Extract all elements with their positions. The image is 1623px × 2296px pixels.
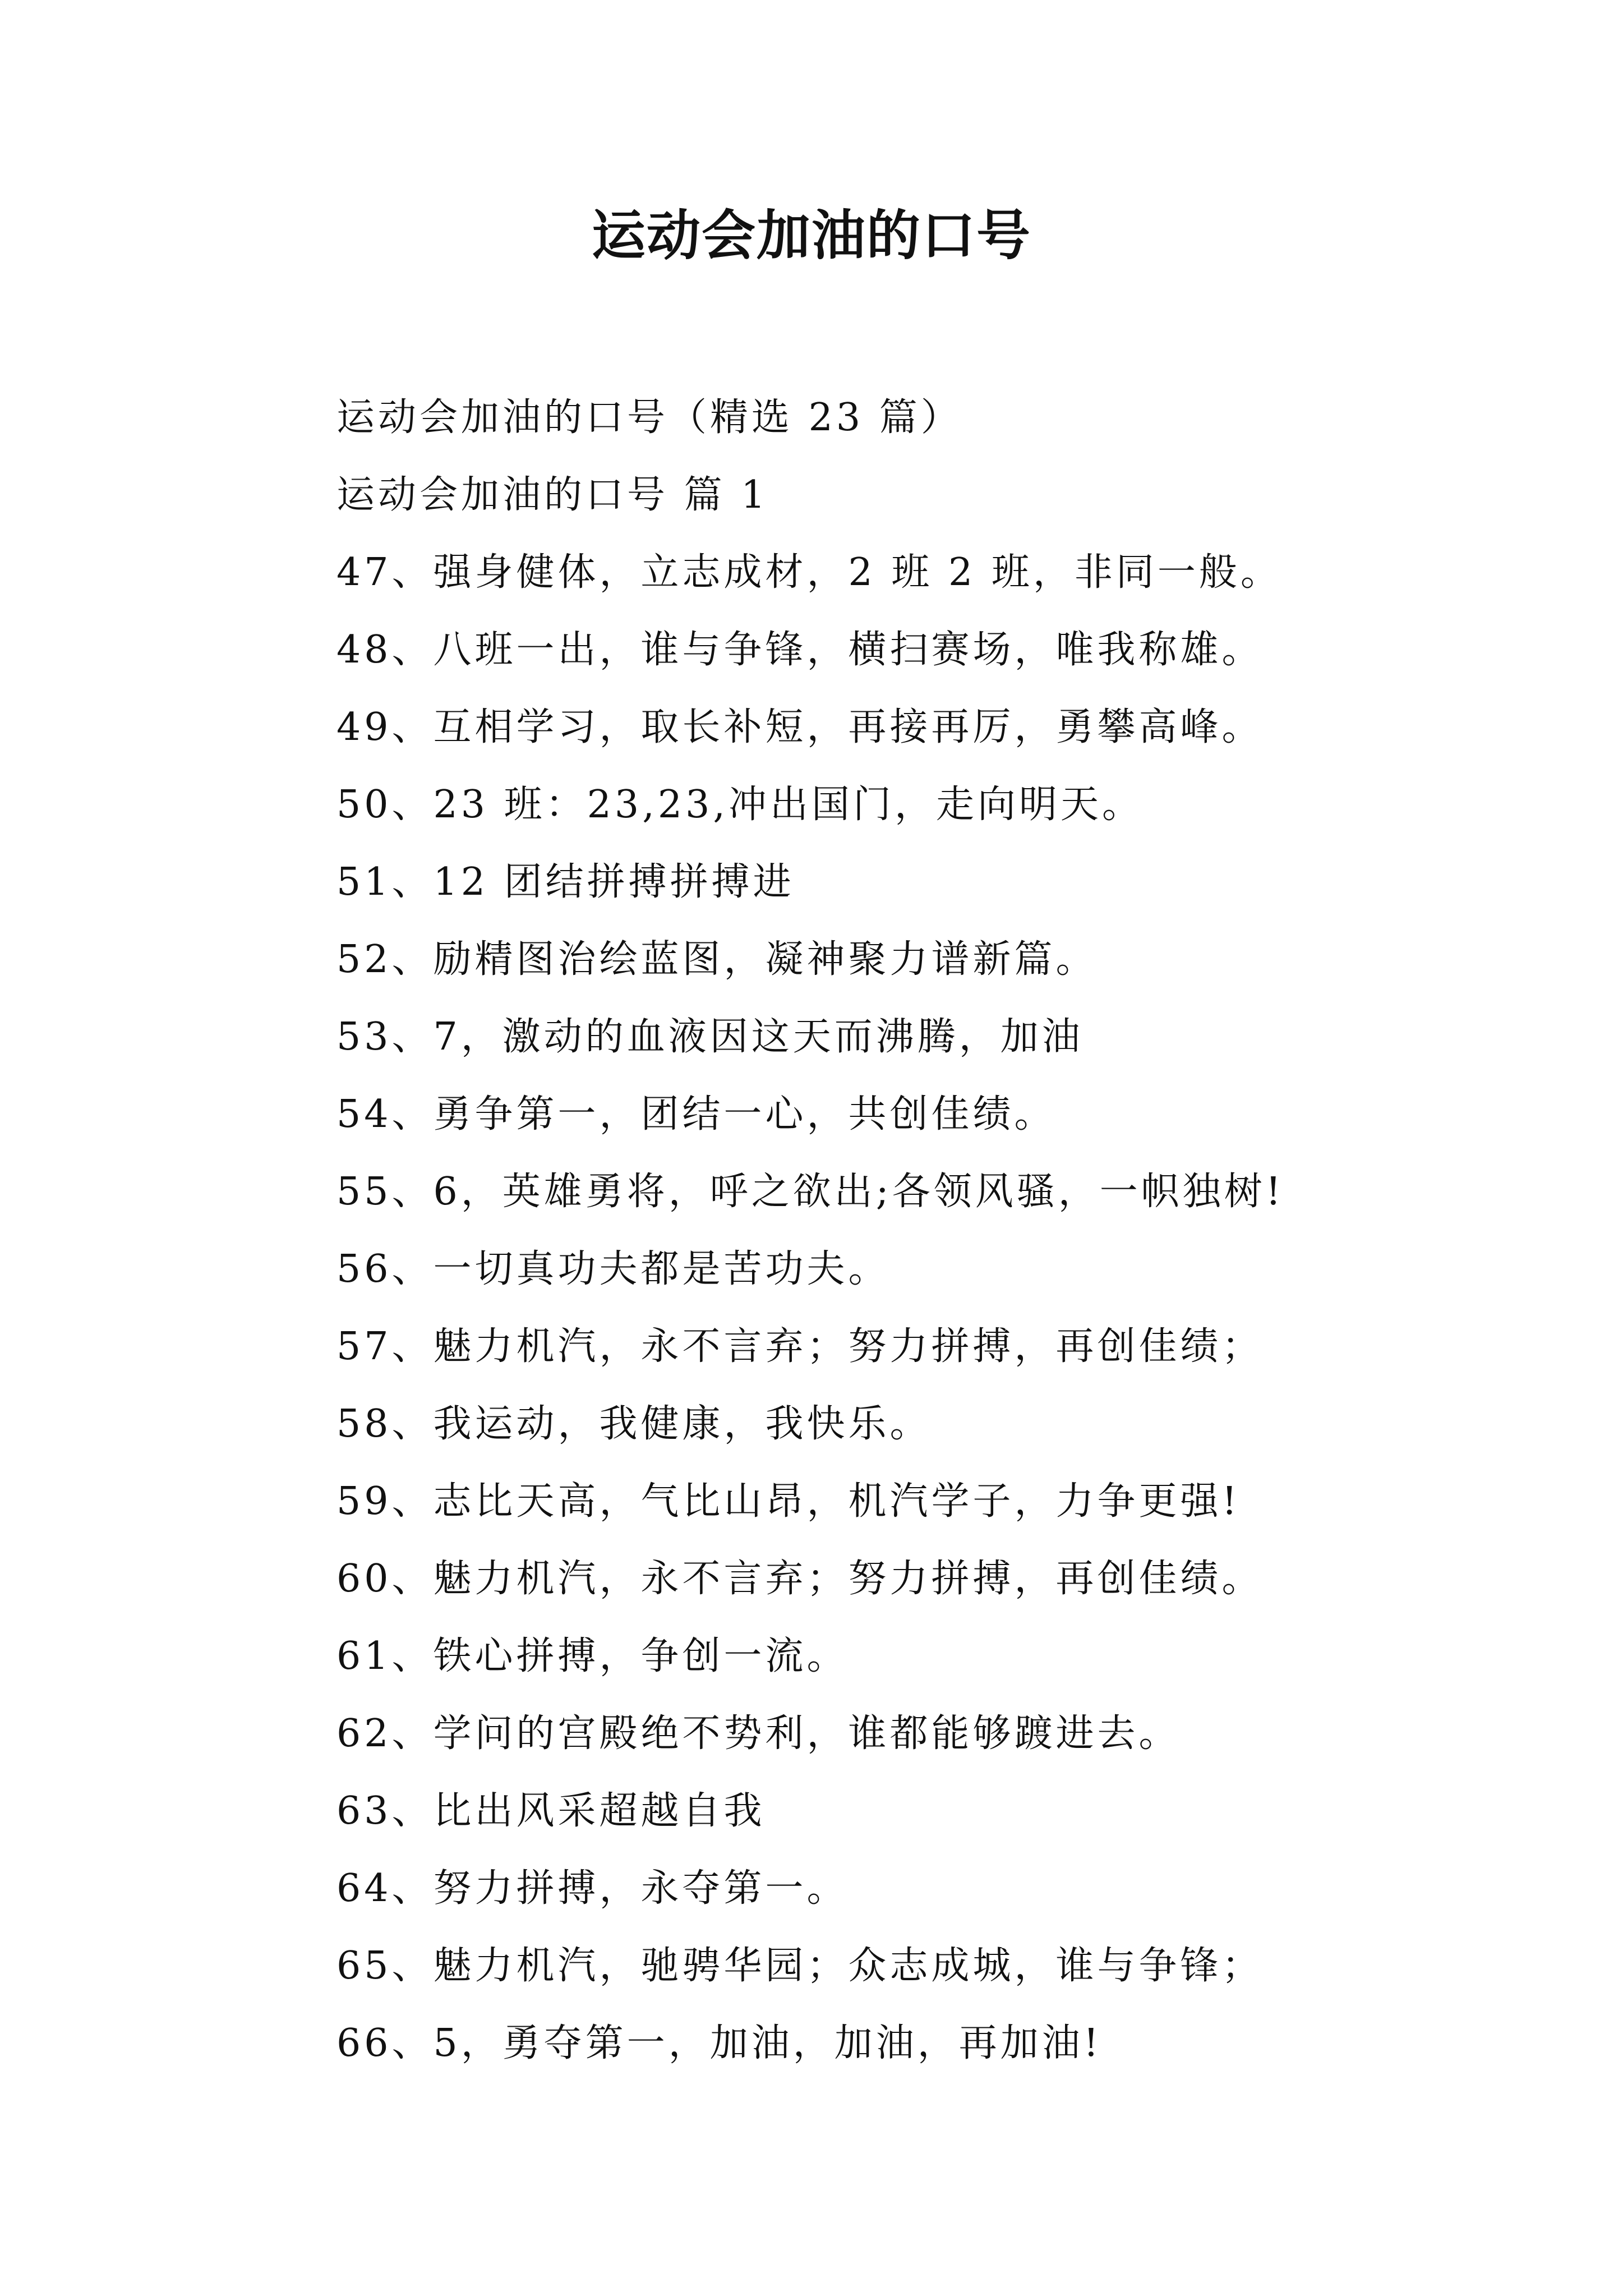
slogan-item: 56、一切真功夫都是苦功夫。 [336,1247,890,1291]
slogan-item: 51、12 团结拼搏拼搏进 [336,860,795,904]
slogan-item: 49、互相学习，取长补短，再接再厉，勇攀高峰。 [336,705,1264,749]
document-body [336,379,1514,2082]
slogan-item: 65、魅力机汽，驰骋华园；众志成城，谁与争锋； [336,1944,1264,1988]
slogan-item: 60、魅力机汽，永不言弃；努力拼搏，再创佳绩。 [336,1557,1264,1601]
section-heading: 运动会加油的口号 篇 1 [336,473,769,517]
slogan-item: 57、魅力机汽，永不言弃；努力拼搏，再创佳绩； [336,1324,1264,1369]
document-title: 运动会加油的口号 [592,204,1031,267]
slogan-item: 50、23 班：23,23,冲出国门，走向明天。 [336,783,1144,827]
slogan-item: 63、比出风采超越自我 [336,1789,766,1833]
slogan-item: 48、八班一出，谁与争锋，横扫赛场，唯我称雄。 [336,628,1264,672]
slogan-item: 52、励精图治绘蓝图，凝神聚力谱新篇。 [336,937,1098,982]
slogan-item: 62、学问的宫殿绝不势利，谁都能够踱进去。 [336,1711,1181,1756]
slogan-item: 64、努力拼搏，永夺第一。 [336,1866,849,1911]
document-subtitle: 运动会加油的口号（精选 23 篇） [336,395,962,440]
slogan-item: 61、铁心拼搏，争创一流。 [336,1634,849,1678]
slogan-item: 47、强身健体，立志成材，2 班 2 班，非同一般。 [336,550,1282,595]
slogan-item: 59、志比天高，气比山昂，机汽学子，力争更强! [336,1479,1241,1524]
slogan-item: 58、我运动，我健康，我快乐。 [336,1402,932,1446]
slogan-item: 55、6，英雄勇将，呼之欲出;各领风骚，一帜独树! [336,1170,1285,1214]
slogan-item: 66、5，勇夺第一，加油，加油，再加油! [336,2021,1103,2065]
slogan-item: 53、7，激动的血液因这天而沸腾，加油 [336,1015,1083,1059]
slogan-item: 54、勇争第一，团结一心，共创佳绩。 [336,1092,1056,1137]
